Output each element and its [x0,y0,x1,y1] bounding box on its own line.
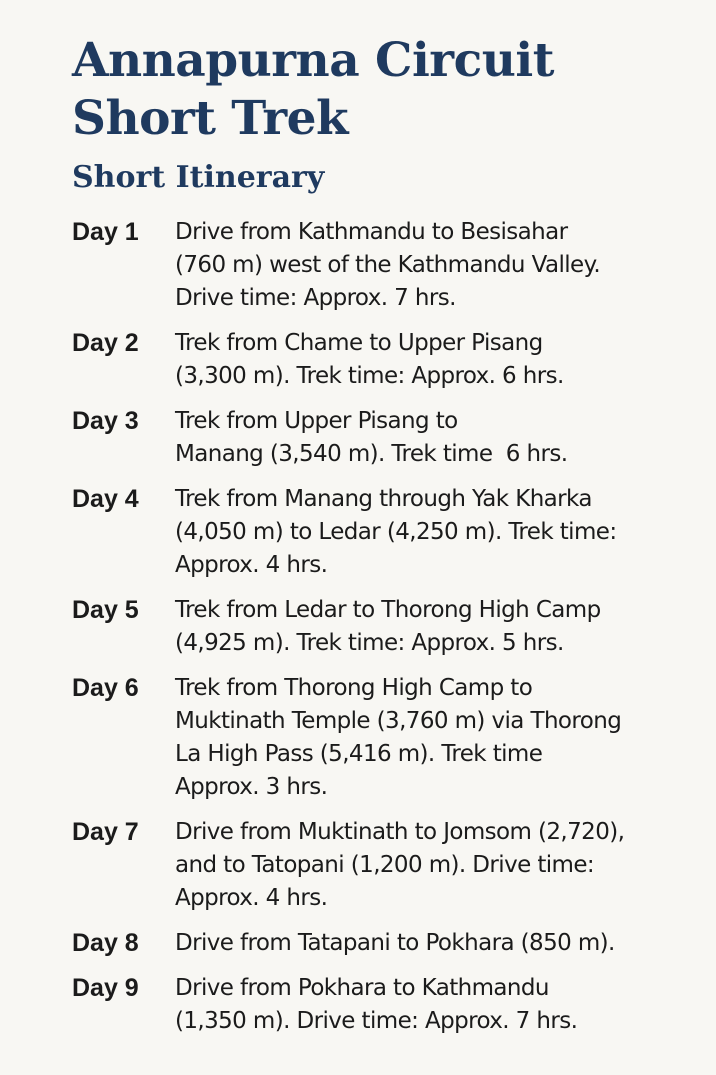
day-label: Day 3 [72,407,139,435]
description-line: Muktinath Temple (3,760 m) via Thorong [175,708,622,734]
description-line: Trek from Manang through Yak Kharka [175,486,592,512]
description-line: Trek from Thorong High Camp to [175,675,533,701]
description-line: (4,050 m) to Ledar (4,250 m). Trek time: [175,519,617,545]
description-line: Trek from Ledar to Thorong High Camp [175,597,601,623]
description-line: Approx. 3 hrs. [175,774,328,800]
day-row [72,972,676,1038]
description-line: Drive from Muktinath to Jomsom (2,720), [175,819,625,845]
description-line: Manang (3,540 m). Trek time 6 hrs. [175,441,568,467]
day-description [175,216,675,315]
description-line: Approx. 4 hrs. [175,885,328,911]
description-line: (760 m) west of the Kathmandu Valley. [175,252,601,278]
day-description [175,483,675,582]
description-line: Drive from Kathmandu to Besisahar [175,219,568,245]
description-line: Drive from Tatapani to Pokhara (850 m). [175,930,615,956]
day-description [175,405,675,471]
day-description [175,672,675,804]
description-line: (3,300 m). Trek time: Approx. 6 hrs. [175,363,564,389]
day-description [175,927,675,960]
day-label: Day 8 [72,929,139,957]
description-line: and to Tatopani (1,200 m). Drive time: [175,852,595,878]
description-line: Trek from Chame to Upper Pisang [175,330,543,356]
description-line: Approx. 4 hrs. [175,552,328,578]
day-description [175,594,675,660]
day-label: Day 9 [72,974,139,1002]
day-label: Day 4 [72,485,139,513]
title-line-1: Annapurna Circuit [72,33,554,88]
section-subtitle: Short Itinerary [72,160,325,195]
description-line: Drive time: Approx. 7 hrs. [175,285,456,311]
day-row [72,327,676,393]
day-row [72,594,676,660]
day-label: Day 6 [72,674,139,702]
day-label: Day 5 [72,596,139,624]
day-label: Day 2 [72,329,139,357]
day-description [175,816,675,915]
day-description [175,972,675,1038]
day-row [72,483,676,582]
description-line: Drive from Pokhara to Kathmandu [175,975,549,1001]
day-label: Day 7 [72,818,139,846]
day-row [72,816,676,915]
title-line-2: Short Trek [72,91,349,146]
day-label: Day 1 [72,218,139,246]
day-row [72,927,676,960]
description-line: (4,925 m). Trek time: Approx. 5 hrs. [175,630,564,656]
description-line: Trek from Upper Pisang to [175,408,458,434]
description-line: (1,350 m). Drive time: Approx. 7 hrs. [175,1008,578,1034]
itinerary-list [72,216,676,1038]
description-line: La High Pass (5,416 m). Trek time [175,741,543,767]
day-description [175,327,675,393]
day-row [72,216,676,315]
day-row [72,405,676,471]
page-title [72,32,676,148]
day-row [72,672,676,804]
